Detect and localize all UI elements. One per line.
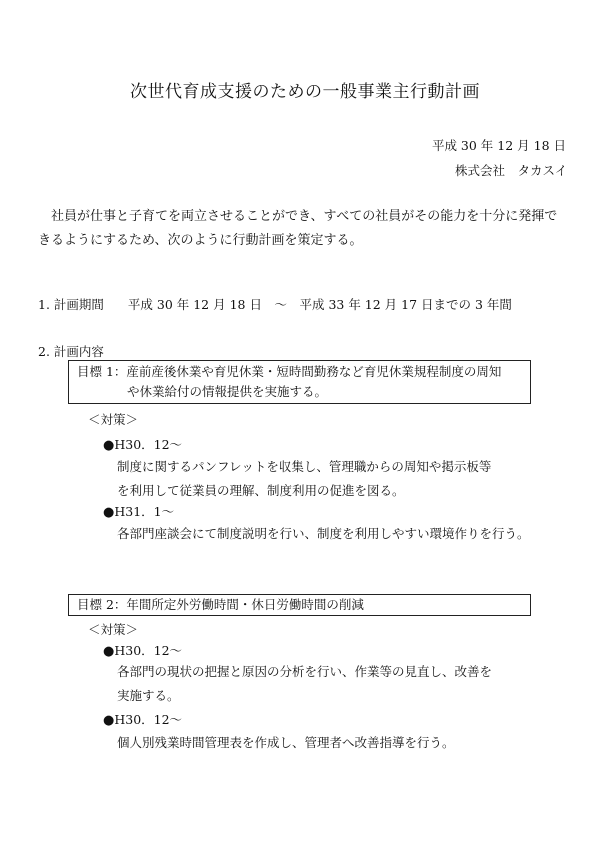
goal-text-line: 目標 2：年間所定外労働時間・休日労働時間の削減 [77,597,364,612]
measure-item-header [103,502,174,520]
bullet-icon: ● [103,505,115,520]
measure-item-header [103,641,182,659]
measure-body [117,455,491,503]
company-name: 株式会社 タカスイ [455,163,568,178]
measure-body [117,731,455,755]
measure-date: H30．12～ [114,437,183,452]
measure-date: H30．12～ [114,712,183,727]
section-label: 1. 計画期間 [38,297,104,312]
document-date: 平成 30 年 12 月 18 日 [431,138,566,153]
intro-line: 社員が仕事と子育てを両立させることができ、すべての社員がその能力を十分に発揮で [51,209,558,224]
measure-item-header [103,435,182,453]
measure-date: H31．1～ [114,504,175,519]
measures-label: ＜対策＞ [88,622,139,637]
goal-text-line: 目標 1：産前産後休業や育児休業・短時間勤務など育児休業規程制度の周知 [77,364,502,379]
measure-line: 制度に関するパンフレットを収集し、管理職からの周知や掲示板等 [117,459,492,474]
measure-line: 各部門の現状の把握と原因の分析を行い、作業等の見直し、改善を [117,664,493,679]
bullet-icon: ● [103,438,115,453]
intro-line: きるようにするため、次のように行動計画を策定する。 [38,233,363,248]
measure-line: 個人別残業時間管理表を作成し、管理者へ改善指導を行う。 [117,735,455,750]
bullet-icon: ● [103,713,115,728]
measure-body [117,522,530,546]
measure-item-header [103,710,182,728]
intro-paragraph [38,205,557,253]
goal-box [68,594,531,616]
goal-text-line: や休業給付の情報提供を実施する。 [127,384,328,399]
measure-body [117,660,492,708]
measure-date: H30．12～ [114,643,183,658]
section-plan-period [38,295,512,313]
measure-line: 各部門座談会にて制度説明を行い、制度を利用しやすい環境作りを行う。 [117,526,530,541]
bullet-icon: ● [103,644,115,659]
measure-line: 実施する。 [117,688,180,703]
page-title: 次世代育成支援のための一般事業主行動計画 [130,82,480,102]
plan-period-value: 平成 30 年 12 月 18 日 ～ 平成 33 年 12 月 17 日までの 3 年間 [127,297,512,312]
goal-box [68,360,531,404]
section-plan-content-label: 2. 計画内容 [38,344,104,359]
measures-label: ＜対策＞ [88,412,139,427]
measure-line: を利用して従業員の理解、制度利用の促進を図る。 [117,483,405,498]
